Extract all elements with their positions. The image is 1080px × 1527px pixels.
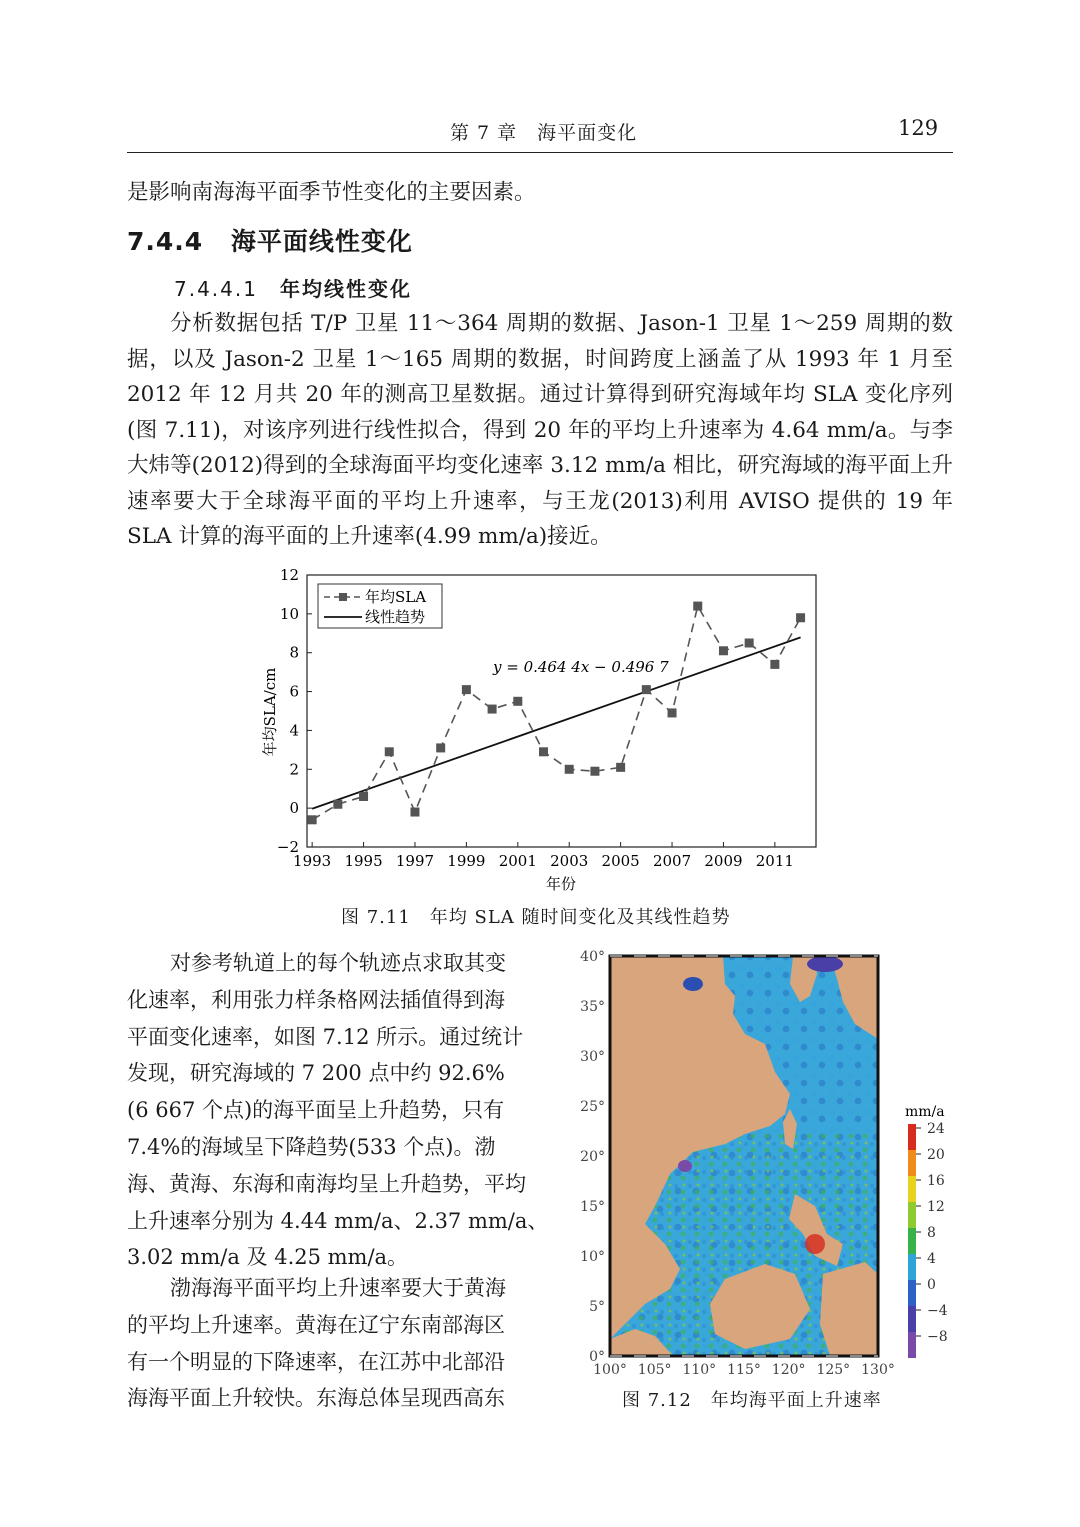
sla-data-point: [539, 747, 548, 756]
y-tick-label: 6: [289, 682, 299, 701]
colorbar-tick-label: 0: [927, 1277, 936, 1293]
legend-sla-label: 年均SLA: [365, 588, 427, 606]
x-tick-label: 2005: [601, 852, 640, 870]
map-lat-label: 5°: [589, 1299, 605, 1315]
map-lat-label: 35°: [580, 999, 605, 1015]
map-lon-label: 115°: [727, 1362, 761, 1378]
sla-data-point: [488, 705, 497, 714]
section-title: 海平面线性变化: [230, 227, 413, 256]
map-lat-label: 40°: [580, 949, 605, 965]
sla-series-line: [312, 606, 800, 820]
map-lat-label: 0°: [589, 1349, 605, 1365]
paragraph-3-line: 的平均上升速率。黄海在辽宁东南部海区: [127, 1312, 505, 1337]
colorbar-tick-label: 24: [927, 1121, 945, 1137]
sla-data-point: [436, 743, 445, 752]
section-number: 7.4.4: [127, 227, 204, 256]
sla-data-point: [745, 639, 754, 648]
x-tick-label: 1999: [447, 852, 486, 870]
sla-data-point: [590, 767, 599, 776]
colorbar-tick-label: 16: [927, 1173, 945, 1189]
map-lon-label: 100°: [593, 1362, 627, 1378]
colorbar-segment: [908, 1150, 916, 1176]
sla-data-point: [642, 685, 651, 694]
y-tick-label: −2: [276, 838, 299, 856]
map-lat-label: 30°: [580, 1049, 605, 1065]
bohai-rate-patch: [683, 977, 703, 991]
map-lon-label: 120°: [771, 1362, 806, 1378]
sla-data-point: [333, 800, 342, 809]
y-tick-label: 10: [279, 604, 299, 623]
map-lat-label: 10°: [580, 1249, 605, 1265]
sla-data-point: [410, 808, 419, 817]
subsection-number: 7.4.4.1: [174, 277, 258, 301]
y-tick-label: 12: [279, 566, 299, 584]
header-rule: [127, 152, 953, 153]
map-lon-label: 110°: [682, 1362, 717, 1378]
y-tick-label: 2: [289, 760, 299, 779]
japan-sea-decline-patch: [807, 956, 843, 972]
x-tick-label: 2011: [755, 852, 794, 870]
y-axis-label: 年均SLA/cm: [261, 667, 279, 757]
paragraph-3: [127, 1270, 557, 1417]
paragraph-3-line: 有一个明显的下降速率，在江苏中北部沿: [127, 1349, 505, 1374]
colorbar-unit: mm/a: [905, 1104, 945, 1120]
running-header: 第 7 章 海平面变化: [450, 122, 638, 144]
x-tick-label: 2007: [652, 852, 692, 870]
paragraph-2-line: 平面变化速率，如图 7.12 所示。通过统计: [127, 1024, 524, 1049]
sulawesi-land: [820, 1262, 878, 1356]
paragraph-2-line: 化速率，利用张力样条格网法插值得到海: [127, 987, 505, 1012]
paragraph-2-line: 3.02 mm/a 及 4.25 mm/a。: [127, 1245, 409, 1270]
y-tick-label: 4: [289, 721, 299, 740]
figure-7-12-caption: 图 7.12 年均海平面上升速率: [622, 1390, 882, 1411]
paragraph-3-line: 渤海海平面平均上升速率要大于黄海: [170, 1276, 506, 1300]
colorbar-tick-label: 8: [927, 1225, 936, 1241]
subsection-heading: [174, 273, 412, 302]
sla-data-point: [359, 792, 368, 801]
colorbar-segment: [908, 1124, 916, 1150]
map-lat-label: 25°: [580, 1099, 605, 1115]
page-number: 129: [898, 116, 939, 140]
colorbar-tick-label: 12: [927, 1199, 945, 1215]
x-tick-label: 1997: [395, 852, 435, 870]
regression-equation: y = 0.464 4x − 0.496 7: [493, 658, 669, 676]
colorbar-tick-label: 20: [927, 1147, 945, 1163]
map-lon-label: 105°: [637, 1362, 672, 1378]
sla-data-point: [308, 815, 317, 824]
paragraph-2-line: (6 667 个点)的海平面呈上升趋势，只有: [127, 1098, 505, 1123]
section-heading: [127, 222, 413, 258]
gulf-tonkin-decline-patch: [678, 1160, 692, 1172]
paragraph-2-line: 发现，研究海域的 7 200 点中约 92.6%: [127, 1061, 505, 1086]
sla-data-point: [770, 660, 779, 669]
colorbar-tick-label: −4: [927, 1303, 948, 1319]
x-tick-label: 2003: [550, 852, 589, 870]
intro-line: 是影响南海海平面季节性变化的主要因素。: [127, 180, 536, 205]
sla-data-point: [693, 602, 702, 611]
figure-7-11-caption: 图 7.11 年均 SLA 随时间变化及其线性趋势: [341, 907, 731, 928]
colorbar-segment: [908, 1228, 916, 1254]
sla-data-point: [513, 697, 522, 706]
subsection-title: 年均线性变化: [279, 277, 412, 301]
colorbar-segment: [908, 1176, 916, 1202]
paragraph-2-line: 上升速率分别为 4.44 mm/a、2.37 mm/a、: [127, 1208, 549, 1233]
sla-data-point: [796, 613, 805, 622]
x-tick-label: 1993: [293, 852, 332, 870]
x-tick-label: 1995: [344, 852, 383, 870]
paragraph-1: 分析数据包括 T/P 卫星 11～364 周期的数据、Jason-1 卫星 1～259 周期的数据，以及 Jason-2 卫星 1～165 周期的数据，时间跨度上涵盖了从 1993 年 1 月至 2012 年 12 月共 20 年的测高卫星数据。通过计算得到研究海域年均 SLA 变化序列(图 7.11)，对该序列进行线性拟合，得到 20 年的平均上升速率为 4.64 mm/a。与李大炜等(2012)得到的全球海面平均变化速率 3.12 mm/a 相比，研究海域的海平面上升速率要大于全球海平面的平均上升速率，与王龙(2013)利用 AVISO 提供的 19 年 SLA 计算的海平面的上升速率(4.99 mm/a)接近。: [127, 311, 953, 549]
map-lat-label: 20°: [580, 1149, 605, 1165]
colorbar-tick-label: −8: [927, 1329, 948, 1345]
paragraph-2-line: 对参考轨道上的每个轨迹点求取其变: [170, 951, 506, 975]
sla-data-point: [385, 747, 394, 756]
legend-sla-marker: [339, 593, 347, 601]
sla-data-point: [616, 763, 625, 772]
legend-trend-label: 线性趋势: [365, 608, 426, 626]
sea-level-rate-map: [575, 944, 960, 1384]
y-tick-label: 8: [289, 643, 299, 662]
sla-line-chart: [245, 560, 825, 900]
sla-data-point: [462, 685, 471, 694]
x-tick-label: 2001: [498, 852, 537, 870]
philippine-high-rate-patch: [805, 1234, 825, 1254]
sla-data-point: [719, 646, 728, 655]
x-axis-label: 年份: [545, 875, 577, 893]
paragraph-3-line: 海海平面上升较快。东海总体呈现西高东: [127, 1386, 505, 1411]
colorbar-segment: [908, 1332, 916, 1358]
paragraph-2-line: 7.4%的海域呈下降趋势(533 个点)。渤: [127, 1134, 496, 1159]
colorbar-segment: [908, 1280, 916, 1306]
sla-data-point: [565, 765, 574, 774]
x-tick-label: 2009: [704, 852, 743, 870]
colorbar-segment: [908, 1202, 916, 1228]
y-tick-label: 0: [289, 799, 299, 818]
colorbar-segment: [908, 1306, 916, 1332]
map-lon-label: 125°: [816, 1362, 851, 1378]
paragraph-2: [127, 945, 557, 1276]
map-lat-label: 15°: [580, 1199, 605, 1215]
colorbar-segment: [908, 1254, 916, 1280]
map-lon-label: 130°: [861, 1362, 895, 1378]
colorbar-tick-label: 4: [927, 1251, 936, 1267]
sla-data-point: [668, 708, 677, 717]
paragraph-2-line: 海、黄海、东海和南海均呈上升趋势，平均: [127, 1171, 526, 1196]
